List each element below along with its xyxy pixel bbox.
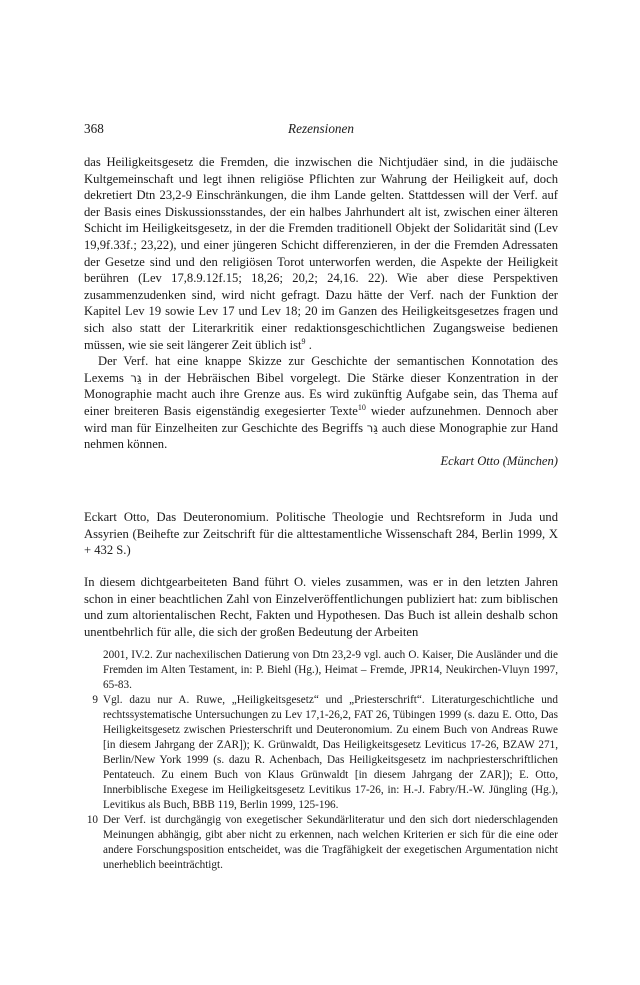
review-paragraph: das Heiligkeitsgesetz die Fremden, die inzwischen die Nichtjudäer sind, in die judäische Kultgemeinschaft und legt ihnen religiöse Pflichten zur Wahrung der Heiligkeit auf, doch dekretiert Dtn 23,2-9 Einschränkungen, die ihm Lande gelten. Stattdessen will der Verf. auf der Basis eines Diskussionsstandes, der ein halbes Jahrhundert alt ist, zwischen einer älteren Schicht im Heiligkeitsgesetz, in der die Fremden traditionell Objekt der Solidarität sind (Lev 19,9f.33f.; 23,22), und einer jüngeren Schicht differenzieren, in der die Fremden Adressaten der Gesetze sind und den religiösen Torot unterworfen werden, die Aspekte der Heiligkeit berühren (Lev 17,8.9.12f.15; 18,26; 20,2; 24,16. 22). Wie aber diese Perspektiven zusammenzudenken sind, wird nicht gefragt. Dazu hätte der Verf. nach der Funktion der Kapitel Lev 19 sowie Lev 17 und Lev 18; 20 im Ganzen des Heiligkeitsgesetzes fragen und sich also statt der Literarkritik einer redaktionsgeschichtlichen Zugangsweise bedienen müssen, wie sie seit längerer Zeit üblich ist$^9$ .: [84, 155, 558, 352]
review-bibliographic-heading: Eckart Otto, Das Deuteronomium. Politische Theologie und Rechtsreform in Juda und Assyrien (Beihefte zur Zeitschrift für die alttestamentliche Wissenschaft 284, Berlin 1999, X + 432 S.): [84, 510, 558, 558]
footnote-number: 10: [86, 814, 98, 826]
footnote-ref[interactable]: 10: [357, 402, 366, 412]
review-paragraph: Der Verf. hat eine knappe Skizze zur Geschichte der semantischen Konnotation des Lexems גֵּר in der Hebräischen Bibel vorgelegt. Die Stärke dieser Konzentration in der Monographie macht auch ihre Grenze aus. Es wird zukünftig Aufgabe sein, das Thema auf einer breiteren Basis eigenständig exegesierter Texte$^{10}$ wieder aufzunehmen. Dennoch aber wird man für Einzelheiten zur Geschichte des Begriffs גֵּר auch diese Monographie zur Hand nehmen können.: [84, 354, 559, 452]
footnote-9: 9 Vgl. dazu nur A. Ruwe, „Heiligkeitsgesetz“ und „Priesterschrift“. Literaturgeschichtliche und rechtssystematische Untersuchungen zu Lev 17,1-26,2, FAT 26, Tübingen 1999 (s. dazu E. Otto, Das Heiligkeitsgesetz zwischen Priesterschrift und Deuteronomium. Zu einem Buch von Andreas Ruwe [in diesem Jahrgang der ZAR]); K. Grünwaldt, Das Heiligkeitsgesetz Leviticus 17-26, BZAW 271, Berlin/New York 1999 (s. dazu R. Achenbach, Das Heiligkeitsgesetz im nachpriesterschriftlichen Pentateuch. Zu einem Buch von Klaus Grünwaldt [in diesem Jahrgang der ZAR]); E. Otto, Innerbiblische Exegese im Heiligkeitsgesetz Levitikus 17-26, in: H.-J. Fabry/H.-W. Jüngling (Hg.), Levitikus als Buch, BBB 119, Berlin 1999, 125-196.: [84, 693, 558, 813]
section-title: Rezensionen: [288, 121, 354, 136]
footnote-continued: 2001, IV.2. Zur nachexilischen Datierung von Dtn 23,2-9 vgl. auch O. Kaiser, Die Ausländer und die Fremden im Alten Testament, in: P. Biehl (Hg.), Heimat – Fremde, JPR14, Neukirchen-Vluyn 1997, 65-83.: [103, 649, 558, 691]
footnote-number: 9: [92, 694, 98, 706]
footnotes: [84, 648, 558, 873]
footnote-ref[interactable]: 9: [301, 336, 306, 346]
hebrew-term: גֵּר: [130, 370, 142, 385]
footnote-10: 10 Der Verf. ist durchgängig von exegetischer Sekundärliteratur und den sich dort niederschlagenden Meinungen abhängig, gibt aber nicht zu erkennen, nach welchen Kriterien er sich für die eine oder andere Forschungsposition entscheidet, was die Tragfähigkeit der exegetischen Argumentation nicht unerheblich beeinträchtigt.: [84, 813, 558, 873]
review-otto-conclusion: [84, 154, 558, 469]
running-head: [84, 121, 558, 139]
hebrew-term: גֵּר: [366, 420, 379, 435]
review-paragraph: In diesem dichtgearbeiteten Band führt O. vieles zusammen, was er in den letzten Jahren schon in einer beachtlichen Zahl von Einzelveröffentlichungen publiziert hat: zum biblischen und zum altorientalischen Recht, Fakten und Hypothesen. Das Buch ist allein deshalb schon unentbehrlich für alle, die sich der großen Bedeutung der Arbeiten: [84, 575, 558, 639]
reviewer-signature: Eckart Otto (München): [440, 453, 558, 468]
page-number: 368: [84, 121, 104, 136]
review-deuteronomium-body: [84, 574, 558, 640]
